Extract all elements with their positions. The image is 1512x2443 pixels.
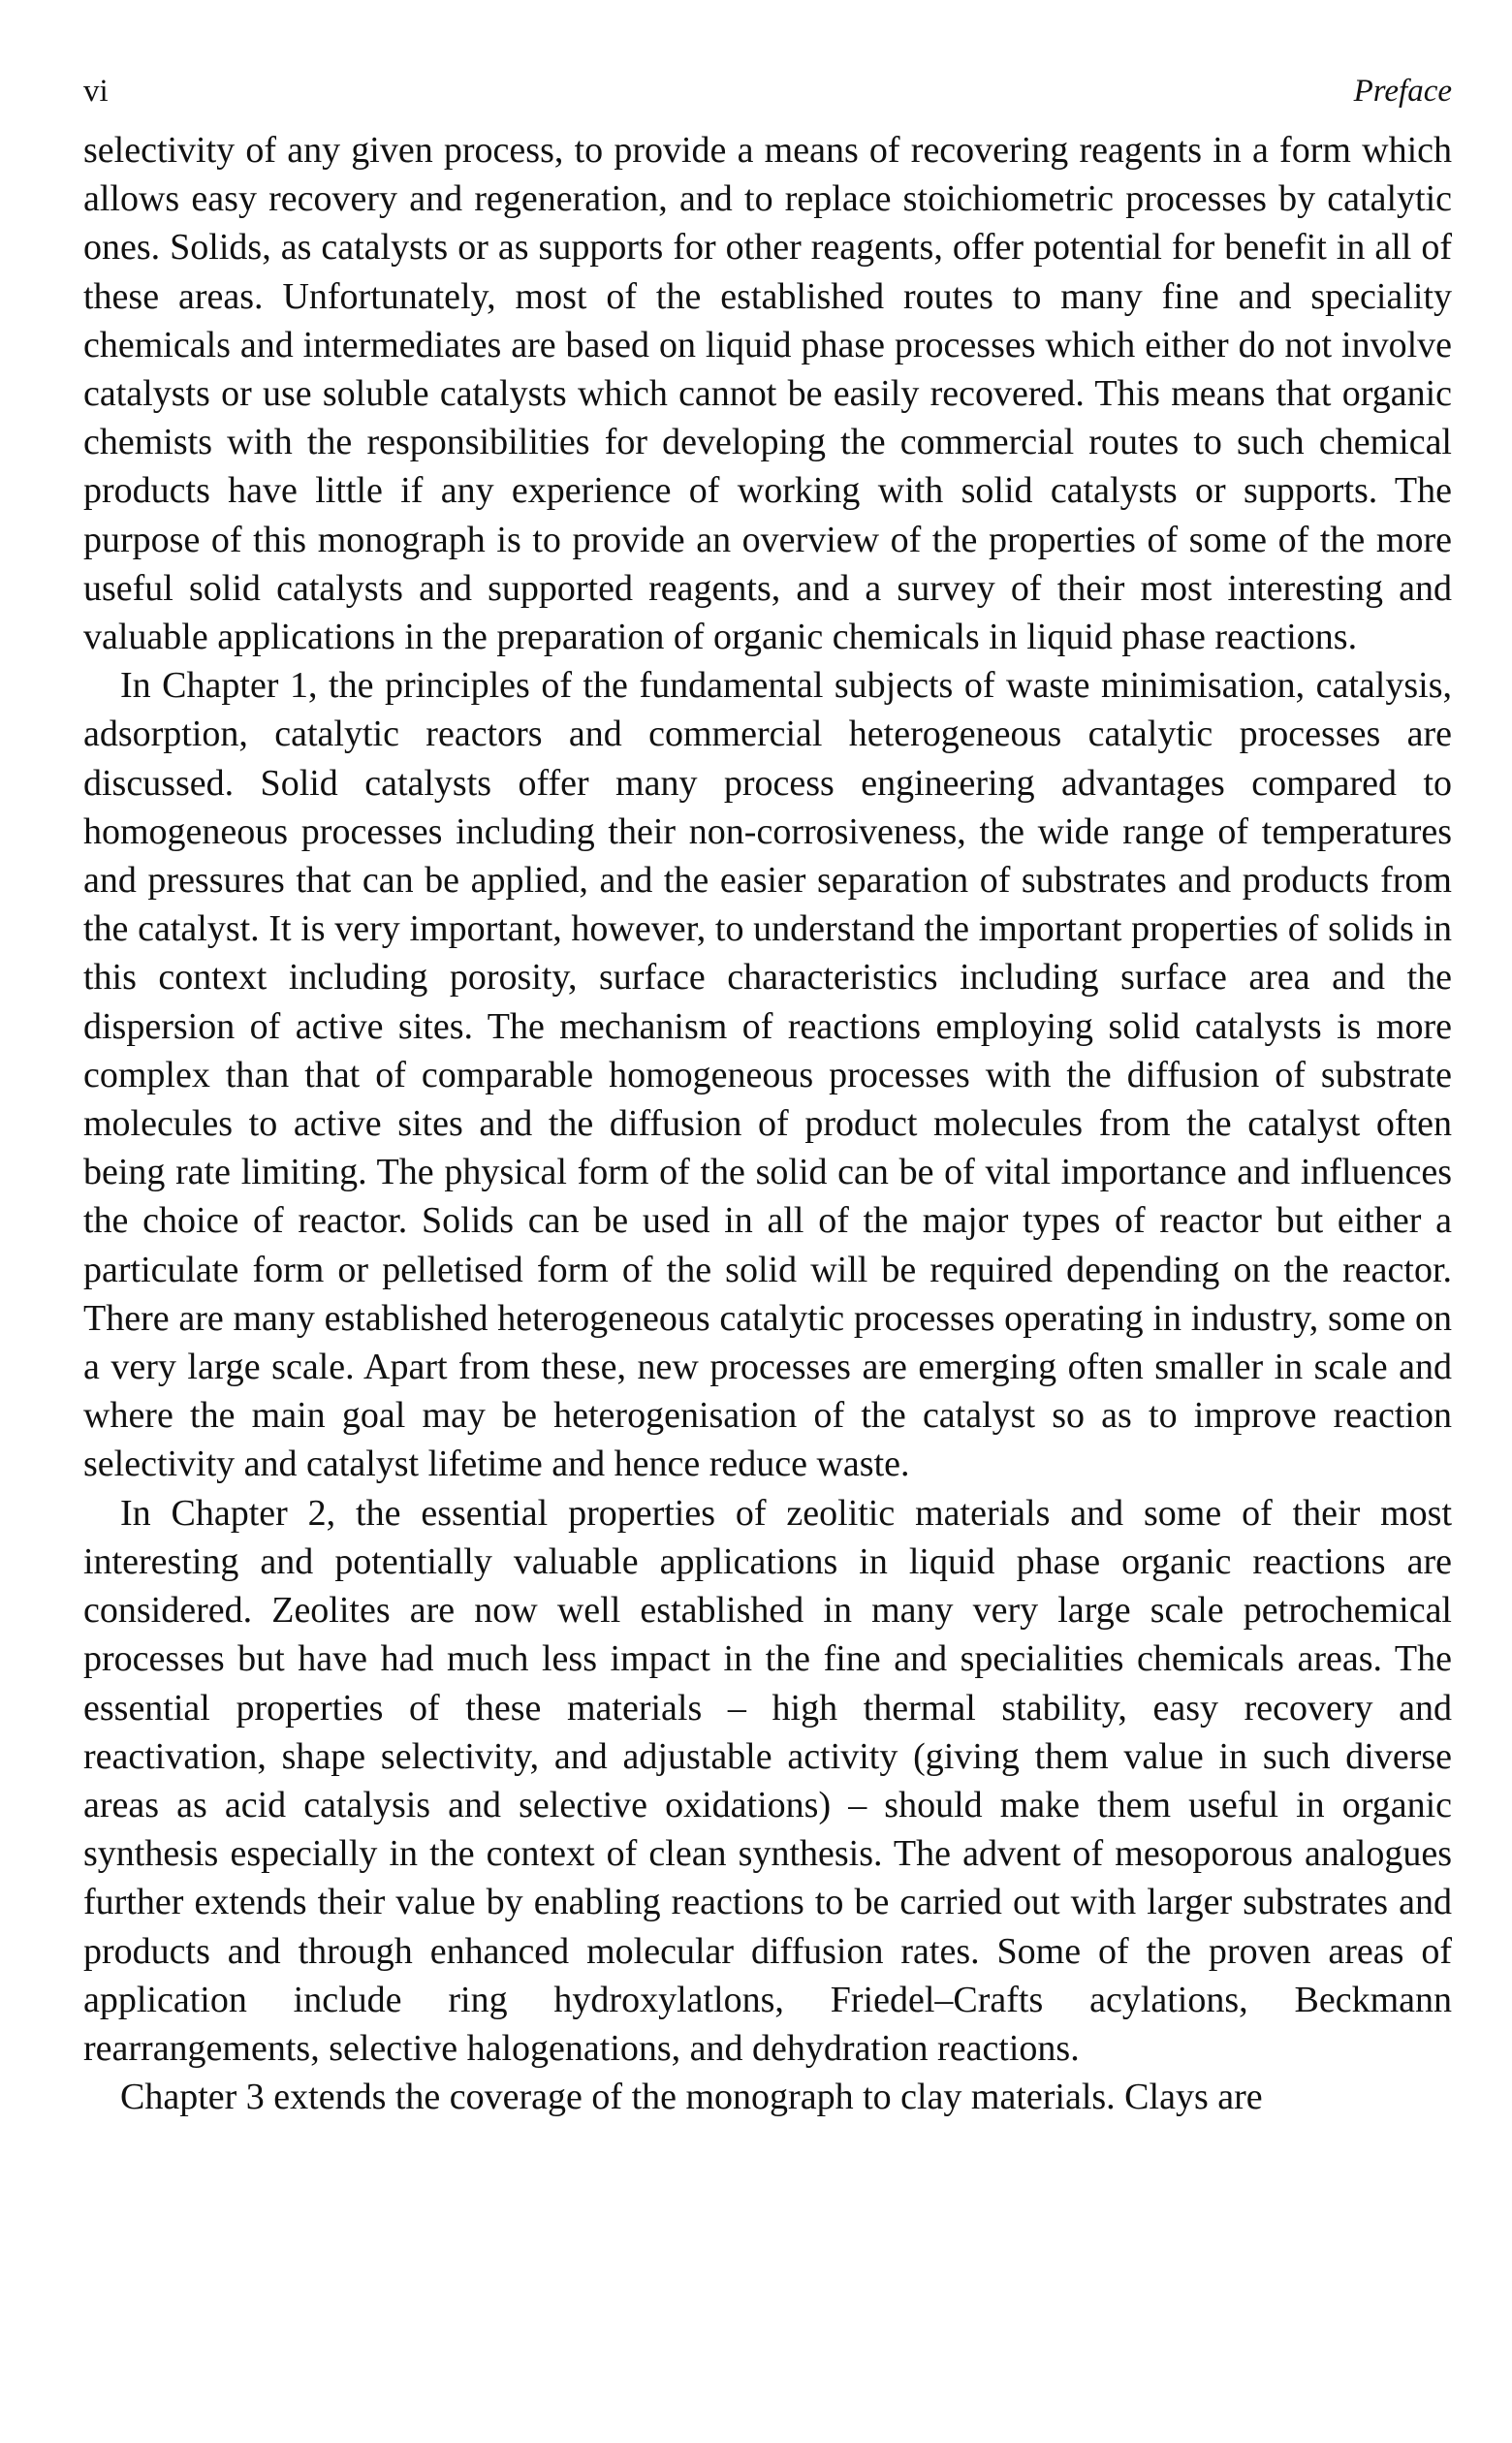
paragraph-chapter-1: In Chapter 1, the principles of the fundamental subjects of waste minimisation, catalysis, adsorption, catalytic reactors and commercial heterogeneous catalytic processes are discussed. Solid catalysts offer many process engineering advantages compared to homogeneous processes including their non-corrosiveness, the wide range of temperatures and pressures that can be applied, and the easier separation of substrates and products from the catalyst. It is very important, however, to understand the important properties of solids in this context including porosity, surface characteristics including surface area and the dispersion of active sites. The mechanism of reactions employing solid catalysts is more complex than that of comparable homogeneous processes with the diffusion of substrate molecules to active sites and the diffusion of product molecules from the catalyst often being rate limiting. The physical form of the solid can be of vital importance and influences the choice of reactor. Solids can be used in all of the major types of reactor but either a particulate form or pelletised form of the solid will be required depending on the reactor. There are many established heterogeneous catalytic processes operating in industry, some on a very large scale. Apart from these, new processes are emerging often smaller in scale and where the main goal may be heterogenisation of the catalyst so as to improve reaction selectivity and catalyst lifetime and hence reduce waste. <box>83 665 1452 1485</box>
paragraph-chapter-3: Chapter 3 extends the coverage of the monograph to clay materials. Clays are <box>120 2077 1263 2118</box>
book-page <box>83 58 1452 2121</box>
running-title: Preface <box>1353 74 1452 109</box>
page-header <box>83 58 1452 126</box>
body-text <box>83 126 1452 2121</box>
page-number: vi <box>83 74 109 109</box>
paragraph-continuation: selectivity of any given process, to provide a means of recovering reagents in a form which allows easy recovery and regeneration, and to replace stoichiometric processes by catalytic ones. Solids, as catalysts or as supports for other reagents, offer potential for benefit in all of these areas. Unfortunately, most of the established routes to many fine and speciality chemicals and intermediates are based on liquid phase processes which either do not involve catalysts or use soluble catalysts which cannot be easily recovered. This means that organic chemists with the responsibilities for developing the commercial routes to such chemical products have little if any experience of working with solid catalysts or supports. The purpose of this monograph is to provide an overview of the properties of some of the more useful solid catalysts and supported reagents, and a survey of their most interesting and valuable applications in the preparation of organic chemicals in liquid phase reactions. <box>83 130 1452 658</box>
paragraph-chapter-2: In Chapter 2, the essential properties of zeolitic materials and some of their most interesting and potentially valuable applications in liquid phase organic reactions are considered. Zeolites are now well established in many very large scale petrochemical processes but have had much less impact in the fine and specialities chemicals areas. The essential properties of these materials – high thermal stability, easy recovery and reactivation, shape selectivity, and adjustable activity (giving them value in such diverse areas as acid catalysis and selective oxidations) – should make them useful in organic synthesis especially in the context of clean synthesis. The advent of mesoporous analogues further extends their value by enabling reactions to be carried out with larger substrates and products and through enhanced molecular diffusion rates. Some of the proven areas of application include ring hydroxylatlons, Friedel–Crafts acylations, Beckmann rearrangements, selective halogenations, and dehydration reactions. <box>83 1492 1452 2069</box>
